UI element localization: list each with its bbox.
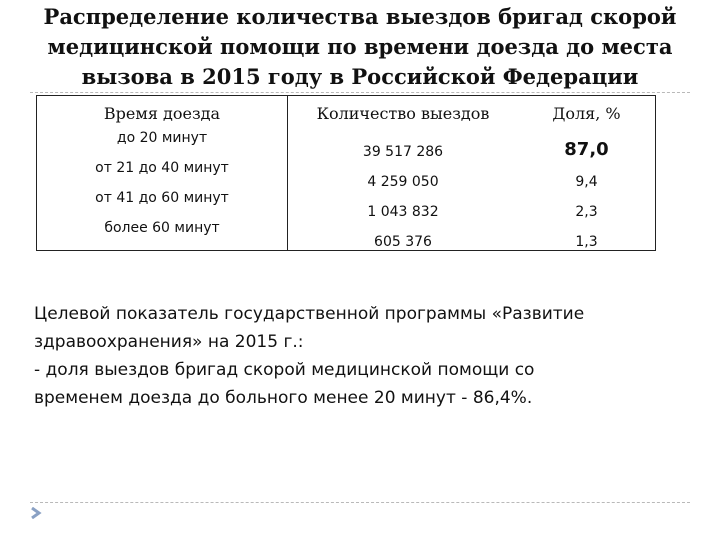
response-time-table [36, 95, 656, 251]
table-row [37, 190, 656, 220]
cell-count: 1 043 832 [367, 204, 439, 220]
divider-bottom [30, 502, 690, 503]
cell-share: 9,4 [575, 174, 598, 190]
cell-time: более 60 минут [37, 220, 288, 251]
cell-time: от 21 до 40 минут [37, 160, 288, 190]
header-count: Количество выездов [316, 103, 490, 123]
note-line: Целевой показатель государственной программы «Развитие [34, 304, 585, 324]
divider-top [30, 92, 690, 93]
table-row [37, 130, 656, 160]
table-row [37, 220, 656, 251]
cell-share: 2,3 [575, 204, 598, 220]
note-line: - доля выездов бригад скорой медицинской помощи со [34, 360, 535, 380]
title-line: вызова в 2015 году в Российской Федерации [81, 64, 639, 89]
table-row [37, 160, 656, 190]
page-title [30, 2, 690, 92]
cell-share: 87,0 [564, 139, 609, 160]
note-line: здравоохранения» на 2015 г.: [34, 332, 304, 352]
cell-count: 605 376 [374, 234, 432, 250]
header-time: Время доезда [37, 96, 288, 131]
note-line: временем доезда до больного менее 20 минут - 86,4%. [34, 388, 533, 408]
cell-count: 39 517 286 [362, 144, 444, 160]
cell-time: от 41 до 60 минут [37, 190, 288, 220]
header-share: Доля, % [552, 103, 621, 123]
title-line: медицинской помощи по времени доезда до места [47, 34, 673, 59]
table-header-row [37, 96, 656, 131]
arrow-bullet-icon [30, 507, 42, 519]
cell-count: 4 259 050 [367, 174, 439, 190]
title-line: Распределение количества выездов бригад скорой [43, 4, 677, 29]
cell-share: 1,3 [575, 234, 598, 250]
target-indicator-note [34, 300, 694, 412]
cell-time: до 20 минут [37, 130, 288, 160]
